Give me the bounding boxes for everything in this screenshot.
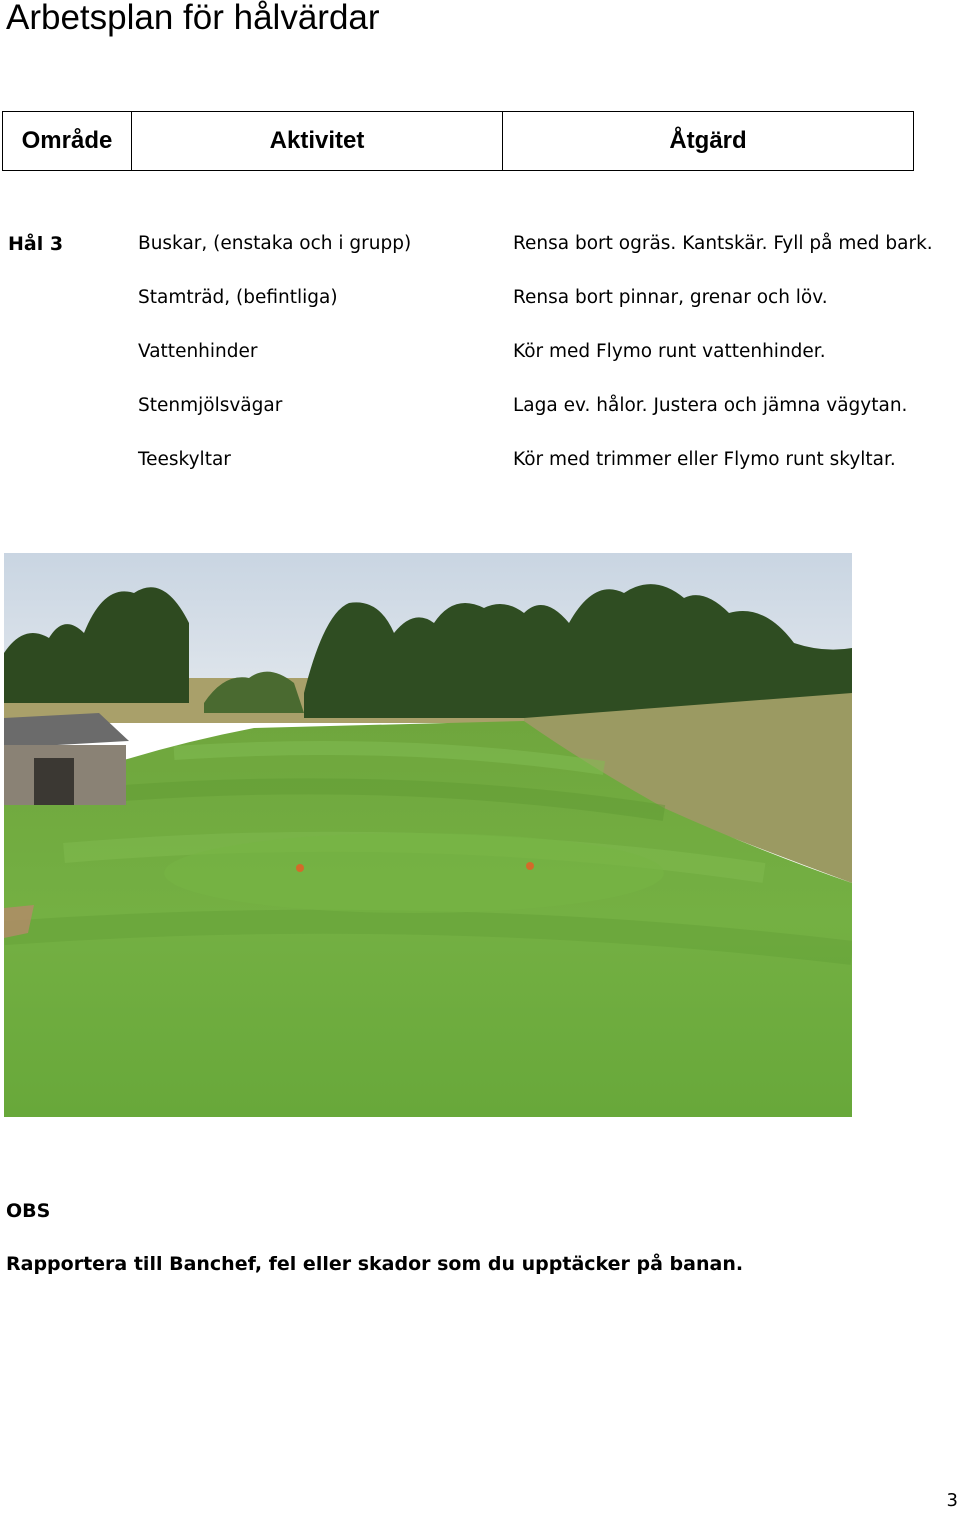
header-aktivitet: Aktivitet <box>132 112 503 170</box>
activity-row: Stamträd, (befintliga) <box>138 287 338 308</box>
header-atgard: Åtgärd <box>669 127 747 154</box>
activity-row: Stenmjölsvägar <box>138 395 283 416</box>
activity-row: Buskar, (enstaka och i grupp) <box>138 233 412 254</box>
page-title: Arbetsplan för hålvärdar <box>6 0 380 37</box>
obs-heading: OBS <box>6 1200 51 1222</box>
header-omrade: Område <box>3 112 132 170</box>
hole-label: Hål 3 <box>8 233 64 255</box>
activity-row: Teeskyltar <box>138 449 231 470</box>
action-row: Kör med Flymo runt vattenhinder. <box>513 341 826 362</box>
action-row: Rensa bort pinnar, grenar och löv. <box>513 287 828 308</box>
obs-text: Rapportera till Banchef, fel eller skador som du upptäcker på banan. <box>6 1253 744 1275</box>
golf-hole-photo <box>4 553 852 1117</box>
action-row: Kör med trimmer eller Flymo runt skyltar. <box>513 449 896 470</box>
action-row: Rensa bort ogräs. Kantskär. Fyll på med bark. <box>513 233 933 254</box>
work-table-header <box>2 111 914 171</box>
action-row: Laga ev. hålor. Justera och jämna vägytan. <box>513 395 908 416</box>
activity-row: Vattenhinder <box>138 341 258 362</box>
page-number: 3 <box>946 1490 958 1511</box>
